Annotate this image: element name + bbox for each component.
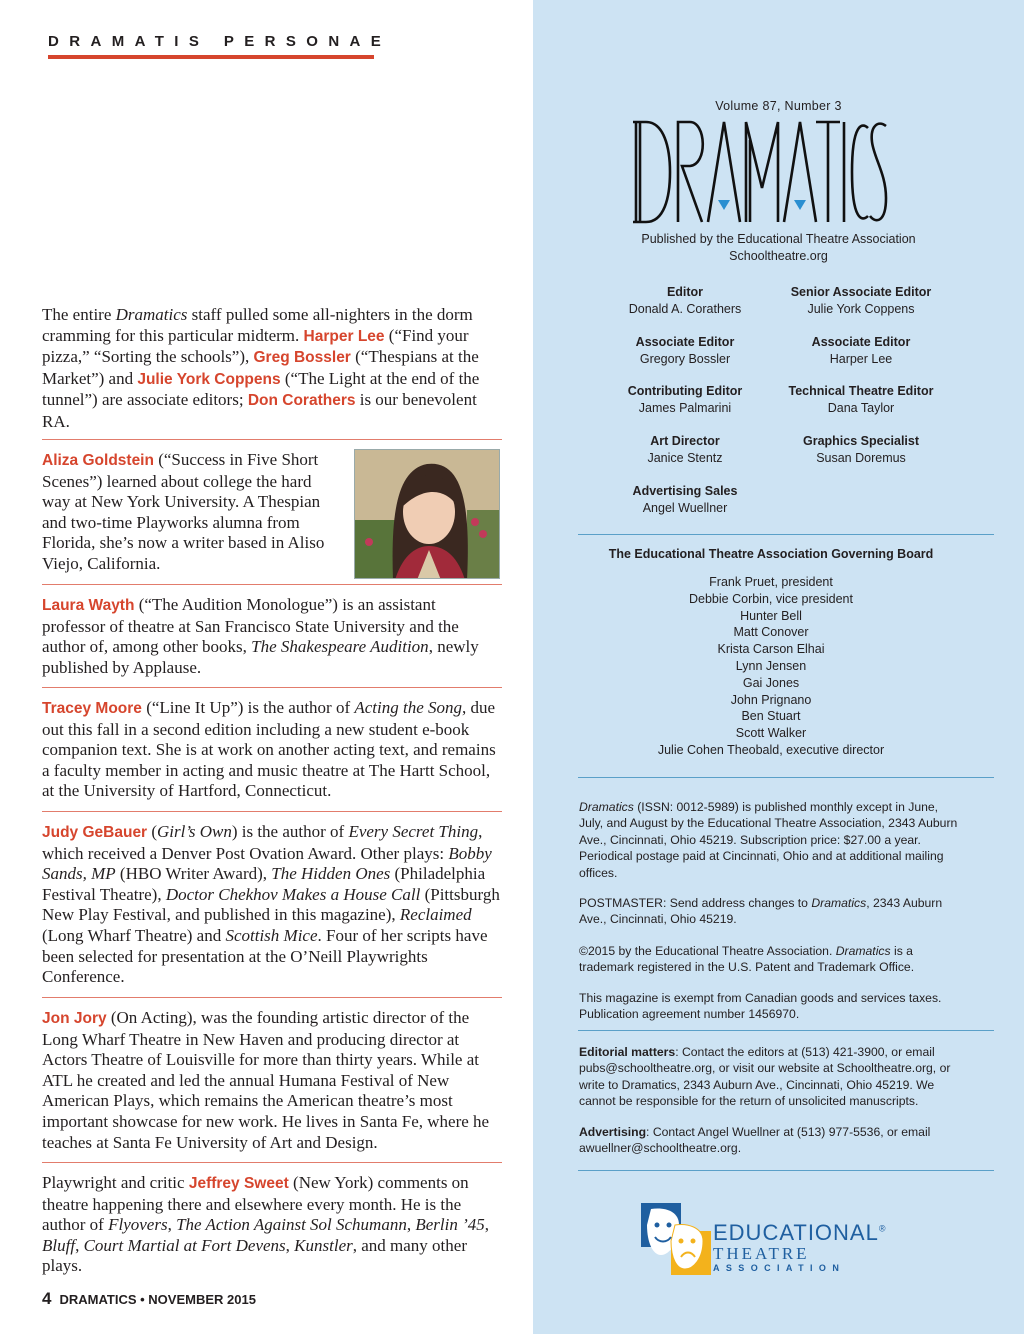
eta-logo-line3: ASSOCIATION xyxy=(713,1263,846,1273)
board-member: Ben Stuart xyxy=(741,709,801,724)
divider xyxy=(42,811,502,812)
intro-paragraph: The entire Dramatics staff pulled some all-nighters in the dorm cramming for this particular midterm. Harper Lee (“Find your pizza,” “Sorting the schools”), Greg Bossler (“Thespians at the Market”) and Julie York Coppens (“The Light at the end of the tunnel”) are associate editors; Don Corathers is our benevolent RA. xyxy=(42,305,480,431)
masthead-sidebar xyxy=(533,0,1024,1334)
bio-tracey: Tracey Moore (“Line It Up”) is the author of Acting the Song, due out this fall in a second edition including a new student e-book companion text. She is at work on another acting text, and remains a faculty member in acting and music theatre at The Hartt School, at the University of Hartford, Connecticut. xyxy=(42,698,496,801)
section-title: DRAMATIS PERSONAE xyxy=(48,33,392,50)
board-member: John Prignano xyxy=(730,692,812,707)
editorial-contact: Editorial matters: Contact the editors at (513) 421-3900, or email pubs@schooltheatre.org, or visit our website at Schooltheatre.org, or write to Dramatics, 2343 Auburn Ave., Cincinnati, Ohio 45219. We cannot be responsible for the return of unsolicited manuscripts. xyxy=(579,1045,951,1109)
section-title-rule xyxy=(48,55,374,59)
staff-entry: Associate Editor Harper Lee xyxy=(811,335,911,366)
portrait-image xyxy=(355,450,500,579)
board-member: Julie Cohen Theobald, executive director xyxy=(657,742,885,757)
contributor-name: Jon Jory xyxy=(42,1010,107,1027)
staff-entry: Art Director Janice Stentz xyxy=(647,434,723,465)
contributor-name: Don Corathers xyxy=(247,392,356,410)
contributor-name: Julie York Coppens xyxy=(137,370,281,388)
publisher-site: Schooltheatre.org xyxy=(729,249,828,263)
divider xyxy=(42,584,502,585)
volume-number: Volume 87, Number 3 xyxy=(715,99,842,113)
divider xyxy=(42,997,502,998)
eta-logo-line1: EDUCATIONAL® xyxy=(713,1220,887,1245)
contributor-name: Jeffrey Sweet xyxy=(188,1175,289,1192)
contributor-name: Judy GeBauer xyxy=(42,824,148,841)
board-title: The Educational Theatre Association Governing Board xyxy=(608,547,934,561)
bio-aliza: Aliza Goldstein (“Success in Five Short Scenes”) learned about college the hard way at New York University. A Thespian and two-time Playworks alumna from Florida, she’s now a writer based in Aliso Viejo, California. xyxy=(42,450,325,573)
postmaster-notice: POSTMASTER: Send address changes to Dramatics, 2343 Auburn Ave., Cincinnati, Ohio 45219. xyxy=(579,896,943,927)
board-list xyxy=(533,574,1009,759)
board-member: Gai Jones xyxy=(742,675,800,690)
eta-logo-line2: THEATRE xyxy=(713,1244,810,1263)
staff-entry: Associate Editor Gregory Bossler xyxy=(635,335,735,366)
bio-jeffrey: Playwright and critic Jeffrey Sweet (New York) comments on theatre happening there and elsewhere every month. He is the author of Flyovers, The Action Against Sol Schumann, Berlin ’45, Bluff, Court Martial at Fort Devens, Kunstler, and many other plays. xyxy=(42,1173,489,1276)
divider xyxy=(578,777,994,778)
board-member: Hunter Bell xyxy=(740,608,802,623)
board-member: Frank Pruet, president xyxy=(709,575,833,589)
staff-entry: Editor Donald A. Corathers xyxy=(628,285,742,316)
page-footer xyxy=(42,1289,256,1309)
contributor-photo xyxy=(354,449,500,579)
footer-label: DRAMATICS • NOVEMBER 2015 xyxy=(59,1292,256,1307)
issn-notice: Dramatics (ISSN: 0012-5989) is published monthly except in June, July, and August by the Educational Theatre Association, 2343 Auburn Ave., Cincinnati, Ohio 45219. Subscription price: $27.00 a year. Periodical postage paid at Cincinnati, Ohio and at additional mailing offices. xyxy=(579,800,958,880)
divider xyxy=(578,1170,994,1171)
board-member: Debbie Corbin, vice president xyxy=(689,591,853,606)
contributor-name: Aliza Goldstein xyxy=(42,452,154,469)
dramatics-logo xyxy=(630,118,888,231)
board-member: Matt Conover xyxy=(733,625,809,640)
staff-entry: Advertising Sales Angel Wuellner xyxy=(632,484,738,515)
divider xyxy=(578,1030,994,1031)
divider xyxy=(42,439,502,440)
staff-entry: Graphics Specialist Susan Doremus xyxy=(802,434,920,465)
advertising-contact: Advertising: Contact Angel Wuellner at (513) 977-5536, or email awuellner@schooltheatre.org. xyxy=(579,1125,931,1156)
publisher-line: Published by the Educational Theatre Association xyxy=(641,232,916,246)
bio-laura: Laura Wayth (“The Audition Monologue”) is an assistant professor of theatre at San Francisco State University and the author of, among other books, The Shakespeare Audition, newly published by Applause. xyxy=(42,595,479,677)
divider xyxy=(42,687,502,688)
tax-notice: This magazine is exempt from Canadian goods and services taxes. Publication agreement number 1456970. xyxy=(579,991,942,1022)
contributor-name: Tracey Moore xyxy=(42,700,142,717)
copyright-notice: ©2015 by the Educational Theatre Association. Dramatics is a trademark registered in the U.S. Patent and Trademark Office. xyxy=(579,944,915,975)
divider xyxy=(42,1162,502,1163)
bio-jon: Jon Jory (On Acting), was the founding artistic director of the Long Wharf Theatre in New Haven and producing director at Actors Theatre of Louisville for more than thirty years. While at ATL he created and led the annual Humana Festival of New American Plays, which remains the American theatre’s most important showcase for new work. He lives in Santa Fe, where he teaches at Santa Fe University of Art and Design. xyxy=(42,1008,490,1152)
contributor-name: Laura Wayth xyxy=(42,597,135,614)
page-number: 4 xyxy=(42,1289,52,1308)
board-member: Scott Walker xyxy=(735,726,807,741)
staff-entry: Senior Associate Editor Julie York Coppens xyxy=(790,285,932,316)
staff-entry: Contributing Editor James Palmarini xyxy=(627,384,743,415)
dramatics-logo-image xyxy=(630,118,888,226)
bio-judy: Judy GeBauer (Girl’s Own) is the author of Every Secret Thing, which received a Denver Post Ovation Award. Other plays: Bobby Sands, MP (HBO Writer Award), The Hidden Ones (Philadelphia Festival Theatre), Doctor Chekhov Makes a House Call (Pittsburgh New Play Festival, and published in this magazine), Reclaimed (Long Wharf Theatre) and Scottish Mice. Four of her scripts have been selected for presentation at the O’Neill Playwrights Conference. xyxy=(42,822,500,987)
divider xyxy=(578,534,994,535)
board-member: Lynn Jensen xyxy=(735,658,807,673)
theatre-masks-icon xyxy=(641,1203,713,1275)
contributor-name: Harper Lee xyxy=(303,327,385,345)
board-member: Krista Carson Elhai xyxy=(717,642,825,657)
staff-entry: Technical Theatre Editor Dana Taylor xyxy=(788,384,934,415)
contributor-name: Greg Bossler xyxy=(253,349,351,367)
